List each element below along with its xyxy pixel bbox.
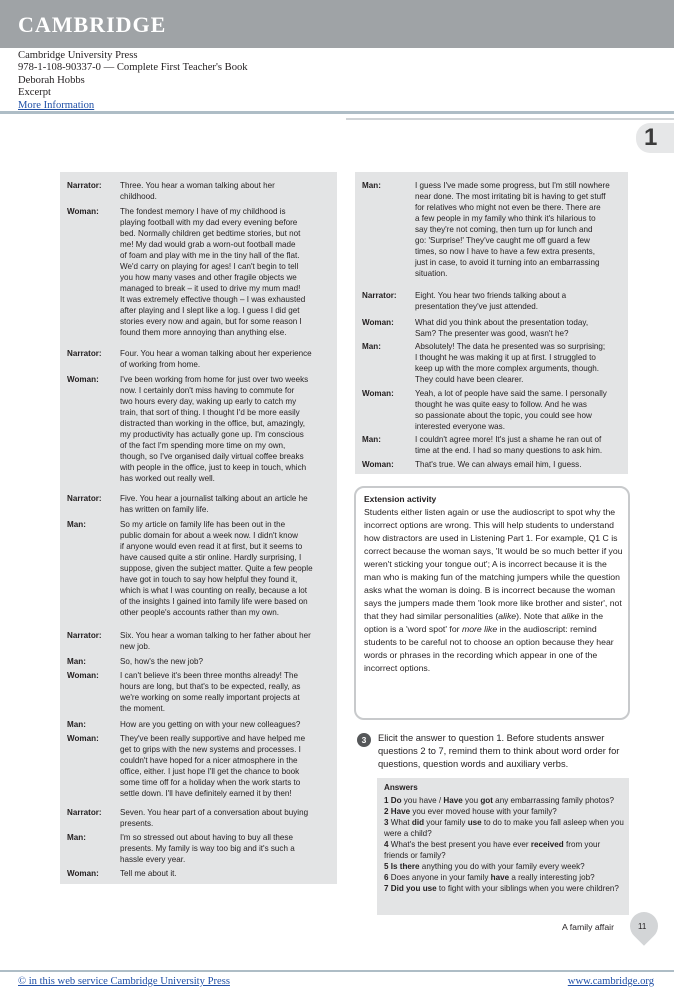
line-text: The fondest memory I have of my childhood is playing football with my dad every evening before bed. Normally children get bedtime stories, but not me! My dad would grab a worn-out football made of foam and play with me in the tiny hall of the flat. We'd carry on playing for ages! I can't begin to tell you how many vases and other fragile objects we managed to break – it used to drive my mum mad! It was extremely effective though – I was exhausted after playing and I slept like a log. I guess I did get stories every now and again, but for some reason I found them more annoying than anything else. <box>120 207 306 337</box>
speaker-label: Narrator: <box>67 494 102 503</box>
line-text: How are you getting on with your new colleagues? <box>120 720 301 729</box>
excerpt-label: Excerpt <box>18 87 51 99</box>
speaker-label: Narrator: <box>67 349 102 358</box>
speaker-label: Narrator: <box>362 291 397 300</box>
answers-list <box>384 795 626 894</box>
answer-item: 3 What did your family use to do to make you fall asleep when you were a child? <box>384 818 624 838</box>
answer-item: 1 Do you have / Have you got any embarrassing family photos? <box>384 796 614 805</box>
unit-title: A family affair <box>562 922 614 932</box>
line-text: I'm so stressed out about having to buy all these presents. My family is way too big and it's such a hassle every year. <box>120 833 295 864</box>
answer-item: 5 Is there anything you do with your family every week? <box>384 862 585 871</box>
answer-item: 4 What's the best present you have ever received from your friends or family? <box>384 840 601 860</box>
answers-box <box>377 778 629 915</box>
extension-title: Extension activity <box>364 494 437 504</box>
publisher: Cambridge University Press <box>18 50 138 61</box>
line-text: Four. You hear a woman talking about her experience of working from home. <box>120 349 312 369</box>
speaker-label: Man: <box>362 435 381 444</box>
speaker-label: Woman: <box>67 671 99 680</box>
page-number: 11 <box>638 922 647 931</box>
more-information-link[interactable]: More Information <box>18 99 95 111</box>
answer-item: 6 Does anyone in your family have a really interesting job? <box>384 873 595 882</box>
step-number-badge: 3 <box>357 733 371 747</box>
line-text: That's true. We can always email him, I guess. <box>415 460 582 469</box>
line-text: I couldn't agree more! It's just a shame he ran out of time at the end. I had so many questions to ask him. <box>415 435 603 455</box>
line-text: Seven. You hear part of a conversation about buying presents. <box>120 808 309 828</box>
header-rule <box>0 111 674 114</box>
extension-body: Students either listen again or use the audioscript to spot why the incorrect options are wrong. This will help students to understand how distractors are used in Listening Part 1. For example, Q1 C is correct because the woman says, 'It would be so much better if you weren't sticking your tongue out'; A is incorrect because it is the man who is making fun of the matching jumpers while the question asks what the woman is doing. B is incorrect because the woman says the jumpers made them 'look more like brother and sister', not that they had similar personalities (alike). Note that alike in the option is a 'word spot' for more like in the audioscript: remind students to be careful not to choose an option because they hear words or phrases in the recording which appear in one of the incorrect options. <box>364 507 623 673</box>
extension-activity-box <box>354 486 630 720</box>
line-text: Yeah, a lot of people have said the same. I personally thought he was quite easy to follow. And he was so passionate about the topic, you could see how interested everyone was. <box>415 389 607 431</box>
line-text: Three. You hear a woman talking about her childhood. <box>120 181 275 201</box>
line-text: Tell me about it. <box>120 869 177 878</box>
line-text: Eight. You hear two friends talking about a presentation they've just attended. <box>415 291 567 311</box>
speaker-label: Woman: <box>362 318 394 327</box>
line-text: I guess I've made some progress, but I'm still nowhere near done. The most irritating bit is having to get stuff for relatives who might not even be there. There are a few people in my family who think it's hilarious to say they're not coming, then turn up for lunch and go: 'Surprise!' They've caught me off guard a few times, so now I have to have a few extra presents, just in case, to avoid it turning into an embarrassing situation. <box>415 181 610 278</box>
chapter-number: 1 <box>644 124 658 151</box>
answer-item: 2 Have you ever moved house with your family? <box>384 807 557 816</box>
book-metadata <box>18 50 248 112</box>
line-text: What did you think about the presentation today, Sam? The presenter was good, wasn't he? <box>415 318 589 338</box>
line-text: So my article on family life has been out in the public domain for about a week now. I didn't know if anyone would even read it at first, but it seems to have caused quite a stir online. Hardly surprising, I suppose, given the subject matter. Quite a few people have got in touch to say how helpful they found it, which is what I was counting on really, because a lot of the insights I gained into family life were based on other people's accounts rather than my own. <box>120 520 313 617</box>
speaker-label: Woman: <box>67 375 99 384</box>
speaker-label: Man: <box>67 657 86 666</box>
isbn-title: 978-1-108-90337-0 — Complete First Teacher's Book <box>18 62 248 74</box>
answer-item: 7 Did you use to fight with your siblings when you were children? <box>384 884 619 893</box>
speaker-label: Man: <box>67 520 86 529</box>
speaker-label: Man: <box>67 833 86 842</box>
line-text: I can't believe it's been three months already! The hours are long, but that's to be expected, really, as we're working on some really important projects at the moment. <box>120 671 301 713</box>
step-instruction: Elicit the answer to question 1. Before students answer questions 2 to 7, remind them to think about word order for questions, question words and auxiliary verbs. <box>378 733 620 769</box>
line-text: I've been working from home for just over two weeks now. I certainly don't miss having to commute for two hours every day, waking up early to catch my train, that sort of thing. I thought I'd be more easily distracted than working in the office, but, amazingly, my productivity has actually gone up. I'm conscious of the fact I'm spending more time on my own, though, so I've organised daily virtual coffee breaks with people in the office, just to keep in touch, which has worked out really well. <box>120 375 309 483</box>
copyright-link[interactable]: © in this web service Cambridge University Press <box>18 976 230 987</box>
website-link[interactable]: www.cambridge.org <box>567 976 654 987</box>
line-text: Absolutely! The data he presented was so surprising; I thought he was making it up at first. I struggled to keep up with the more complex arguments, though. They could have been clearer. <box>415 342 606 384</box>
line-text: Six. You hear a woman talking to her father about her new job. <box>120 631 311 651</box>
line-text: So, how's the new job? <box>120 657 203 666</box>
speaker-label: Narrator: <box>67 631 102 640</box>
speaker-label: Narrator: <box>67 181 102 190</box>
speaker-label: Woman: <box>67 869 99 878</box>
author: Deborah Hobbs <box>18 74 85 86</box>
cambridge-logo: CAMBRIDGE <box>18 12 167 37</box>
audioscript-left <box>60 172 337 884</box>
line-text: They've been really supportive and have helped me get to grips with the new systems and processes. I couldn't have hoped for a nicer atmosphere in the office, either. I just hope I'll get the chance to book some time off for a holiday when the work starts to settle down. I'll have definitely earned it by then! <box>120 734 306 798</box>
speaker-label: Woman: <box>67 207 99 216</box>
chapter-rule <box>346 118 674 120</box>
speaker-label: Man: <box>362 342 381 351</box>
line-text: Five. You hear a journalist talking about an article he has written on family life. <box>120 494 308 514</box>
footer-rule <box>0 970 674 972</box>
answers-title: Answers <box>384 783 418 792</box>
audioscript-right <box>355 172 628 474</box>
speaker-label: Woman: <box>67 734 99 743</box>
speaker-label: Woman: <box>362 389 394 398</box>
speaker-label: Woman: <box>362 460 394 469</box>
chapter-badge <box>636 123 674 153</box>
speaker-label: Man: <box>362 181 381 190</box>
speaker-label: Man: <box>67 720 86 729</box>
speaker-label: Narrator: <box>67 808 102 817</box>
